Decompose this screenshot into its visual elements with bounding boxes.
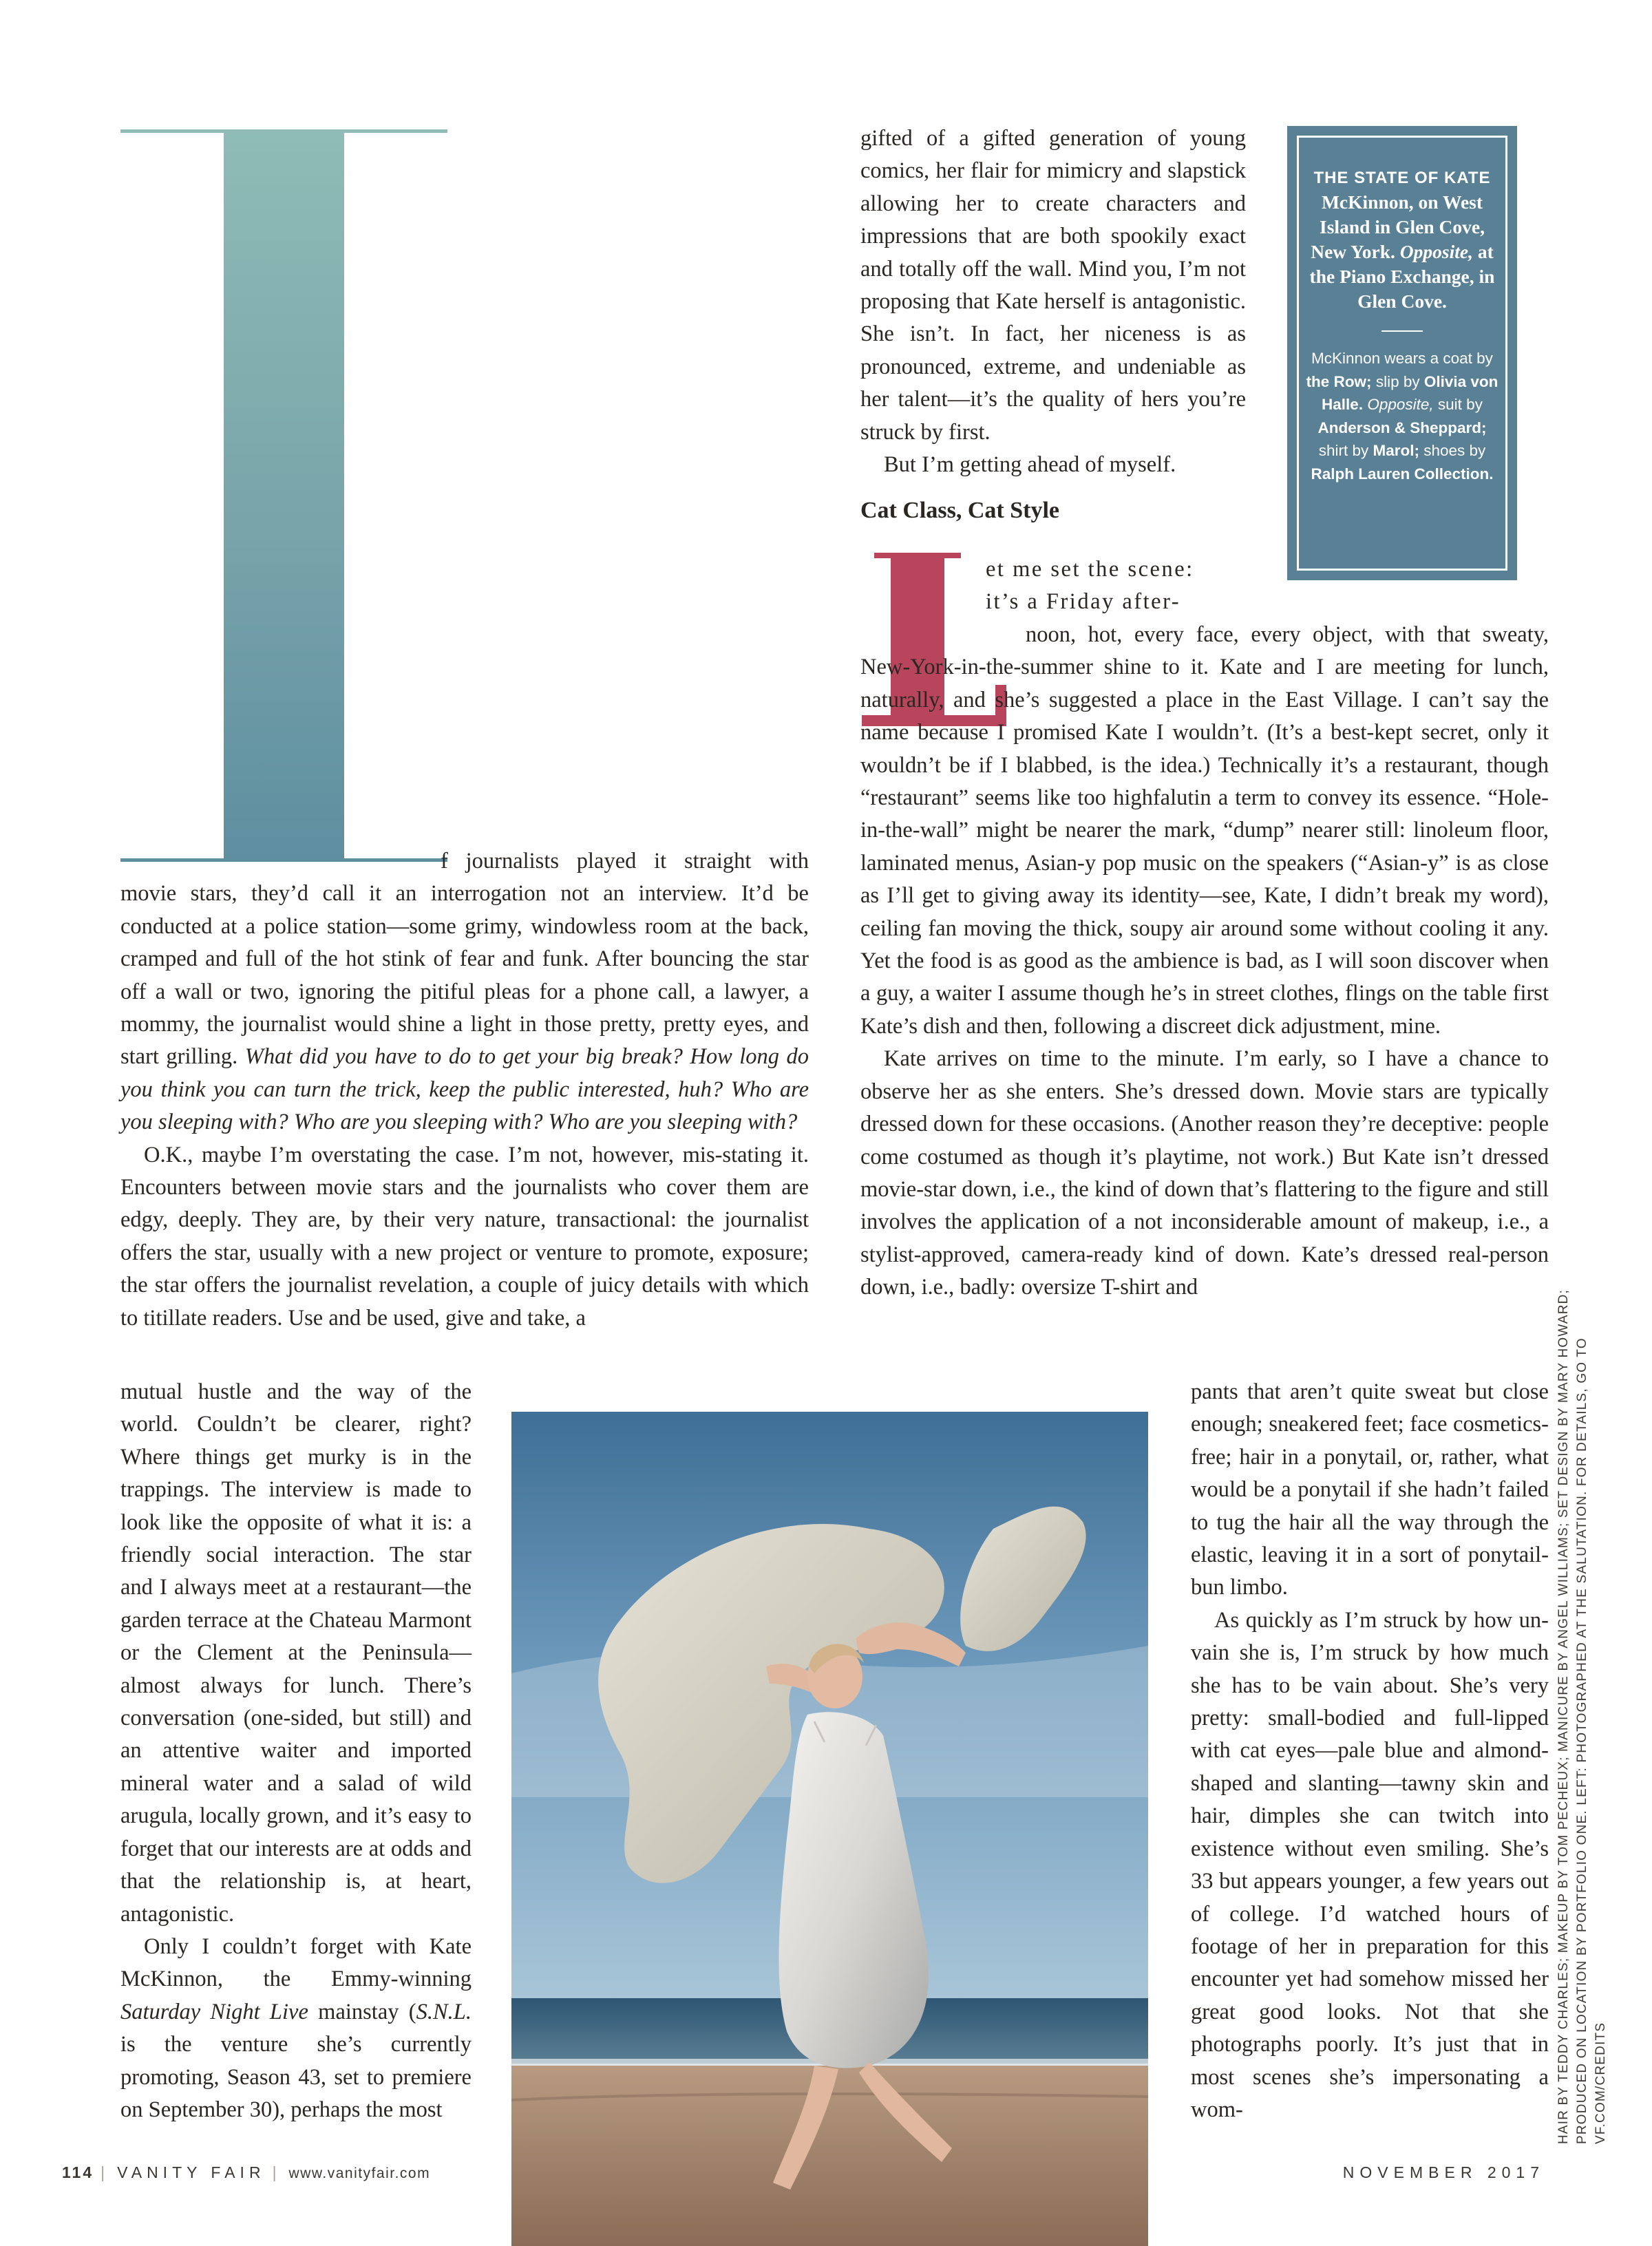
article-column-left-lower bbox=[120, 1376, 472, 2126]
photo-credits-vertical: HAIR BY TEDDY CHARLES; MAKEUP BY TOM PECHEUX; MANICURE BY ANGEL WILLIAMS; SET DESIGN BY MARY HOWARD; PRODUCED ON LOCATION BY PORTFOLIO ONE. LEFT: PHOTOGRAPHED AT THE SALUTATION. FOR DETAILS, GO TO VF.COM/CREDITS bbox=[1556, 1289, 1608, 2144]
article-paragraph: pants that aren’t quite sweat but close enough; sneakered feet; face cosmetics-free; hair in a ponytail, or, rather, what would be a ponytail if she hadn’t failed to tug the hair all the way through the elastic, leaving it in a sort of ponytail-bun limbo. bbox=[1191, 1379, 1549, 1600]
article-column-right-upper bbox=[860, 123, 1246, 535]
issue-date: NOVEMBER 2017 bbox=[1342, 2163, 1545, 2181]
magazine-name: VANITY FAIR bbox=[117, 2163, 266, 2181]
article-paragraph: As quickly as I’m struck by how un-vain she is, I’m struck by how much she has to be vain about. She’s very pretty: small-bodied and full-lipped with cat eyes—pale blue and almond-shaped and slanting—tawny skin and hair, dimples she can twitch into existence without even smiling. She’s 33 but appears younger, a few years out of college. I’d watched hours of footage of her in preparation for this encounter yet had somehow missed her great good looks. Not that she photographs poorly. It’s just that in most scenes she’s impersonating a wom- bbox=[1191, 1607, 1549, 2122]
dropcap-lines: et me set the scene: it’s a Friday after- bbox=[986, 557, 1194, 615]
article-paragraph: gifted of a gifted generation of young comics, her flair for mimicry and slapstick allowing her to create characters and impressions that are both spookily exact and totally off the wall. Mind you, I’m not proposing that Kate herself is antagonistic. She isn’t. In fact, her niceness is as pronounced, extreme, and undeniable as her talent—it’s the quality of hers you’re struck by first. bbox=[860, 126, 1246, 445]
article-paragraph: O.K., maybe I’m overstating the case. I’m not, however, mis-stating it. Encounters between movie stars and the journalists who cover them are edgy, deeply. They are, by their very nature, transactional: the journalist offers the star, usually with a new project or venture to promote, exposure; the star offers the journalist revelation, a couple of juicy details with which to titillate readers. Use and be used, give and take, a bbox=[120, 1142, 809, 1331]
website-link[interactable]: www.vanityfair.com bbox=[288, 2165, 431, 2181]
article-paragraph: But I’m getting ahead of myself. bbox=[884, 452, 1176, 478]
drop-cap-letter-i bbox=[120, 129, 447, 862]
photo-caption-box bbox=[1287, 126, 1517, 580]
article-paragraph: Kate arrives on time to the minute. I’m early, so I have a chance to observe her as she enters. She’s dressed down. Movie stars are typically dressed down for these occasions. (Another reason they’re deceptive: people come costumed as though it’s playtime, not work.) But Kate isn’t dressed movie-star down, i.e., the kind of down that’s flattering to the figure and still involves the application of a not inconsiderable amount of makeup, i.e., a stylist-approved, camera-ready kind of down. Kate’s dressed real-person down, i.e., badly: oversize T-shirt and bbox=[860, 1046, 1549, 1300]
article-column-right bbox=[860, 619, 1549, 1304]
page-number: 114 bbox=[62, 2163, 94, 2181]
caption-divider bbox=[1381, 330, 1423, 332]
article-paragraph: Only I couldn’t forget with Kate McKinnon, the Emmy-winning Saturday Night Live mainstay (S.N.L. is the venture she’s currently promoting, Season 43, set to premiere on September 30), perhaps the most bbox=[120, 1934, 472, 2122]
article-paragraph: mutual hustle and the way of the world. Couldn’t be clearer, right? Where things get murky is in the trappings. The interview is made to look like the opposite of what it is: a friendly social interaction. The star and I always meet at a restaurant—the garden terrace at the Chateau Marmont or the Clement at the Peninsula—almost always for lunch. There’s conversation (one-sided, but still) and an attentive waiter and imported mineral water and a salad of wild arugula, locally grown, and it’s easy to forget that our interests are at odds and that the relationship is, at heart, antagonistic. bbox=[120, 1379, 472, 1927]
article-column-right-lower bbox=[1191, 1376, 1549, 2126]
article-paragraph: noon, hot, every face, every object, with that sweaty, New-York-in-the-summer shine to it. Kate and I are meeting for lunch, naturally, and she’s suggested a place in the East Village. I can’t say the name because I promised Kate I wouldn’t. (It’s a best-kept secret, only it wouldn’t be if I blabbed, is the idea.) Technically it’s a restaurant, though “restaurant” seems like too highfalutin a term to convey its essence. “Hole-in-the-wall” might be nearer the mark, “dump” nearer still: linoleum floor, laminated menus, Asian-y pop music on the speakers (“Asian-y” is as close as I’ll get to giving away its identity—see, Kate, I didn’t break my word), ceiling fan moving the thick, soupy air around some without cooling it any. Yet the food is as good as the ambience is bad, as I will soon discover when a guy, a waiter I assume though he’s in street clothes, flings on the table first Kate’s dish and then, following a discreet dick adjustment, mine. bbox=[860, 622, 1549, 1039]
page-folio: 114 | VANITY FAIR | www.vanityfair.com bbox=[62, 2163, 431, 2181]
caption-kicker: THE STATE OF KATE bbox=[1313, 169, 1491, 187]
section-subhead: Cat Class, Cat Style bbox=[860, 498, 1059, 524]
caption-credits: McKinnon wears a coat by the Row; slip by Olivia von Halle. Opposite, suit by Anderson & Sheppard; shirt by Marol; shoes by Ralph Lauren Collection. bbox=[1306, 350, 1499, 483]
article-column-left bbox=[120, 845, 809, 1335]
opening-paragraph: f journalists played it straight with movie stars, they’d call it an interrogation not an interview. It’d be conducted at a police station—some grimy, windowless room at the back, cramped and full of the hot stink of fear and funk. After bouncing the star off a wall or two, ignoring the pitiful pleas for a phone call, a lawyer, a mommy, the journalist would shine a light in those pretty, pretty eyes, and start grilling. What did you have to do to get your big break? How long do you think you can turn the trick, keep the public interested, huh? Who are you sleeping with? Who are you sleeping with? Who are you sleeping with? bbox=[120, 849, 809, 1135]
beach-photo bbox=[511, 1412, 1148, 2246]
caption-text: McKinnon, on West Island in Glen Cove, New York. Opposite, at the Piano Exchange, in Glen Cove. bbox=[1309, 191, 1495, 312]
